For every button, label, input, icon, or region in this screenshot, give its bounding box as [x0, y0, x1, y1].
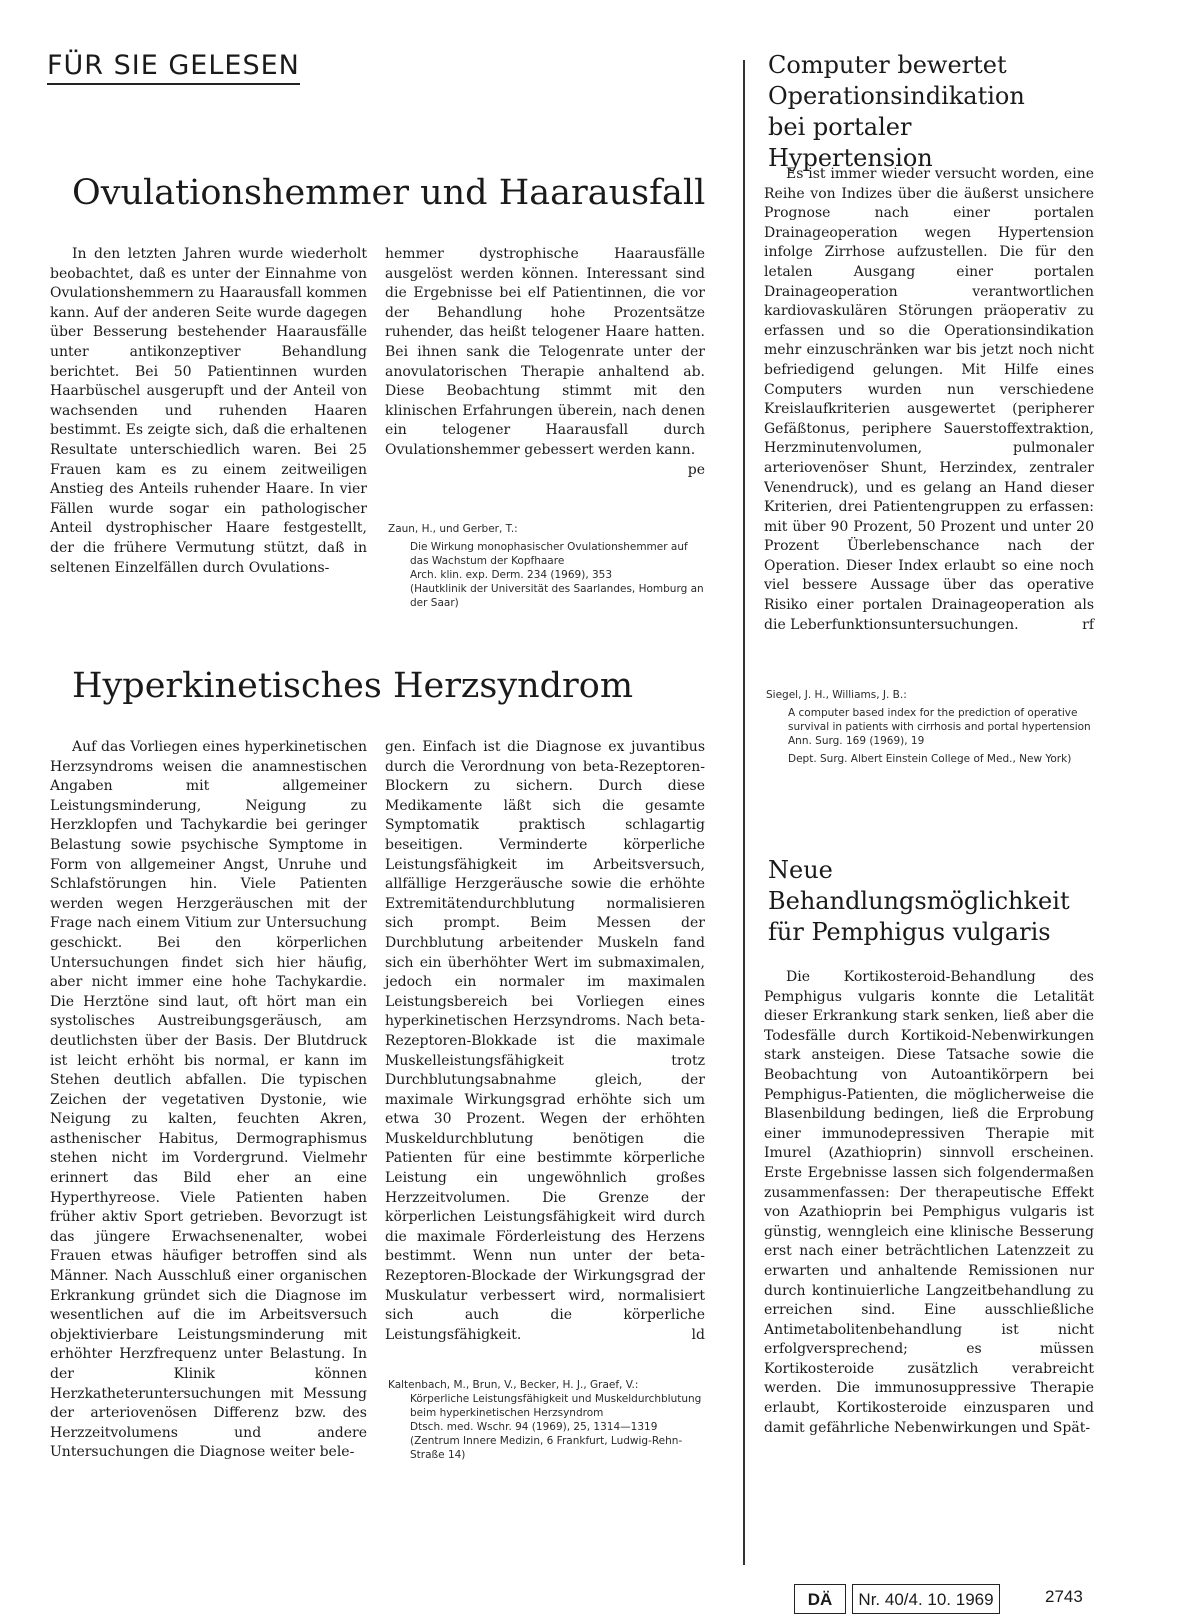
ref-affiliation: Dept. Surg. Albert Einstein College of Med., New York) [788, 753, 1072, 765]
article-title-hyperkinetic: Hyperkinetisches Herzsyndrom [72, 666, 634, 706]
author-initials: pe [687, 461, 705, 478]
article-title-computer: Computer bewertet Operationsindikation bei portaler Hypertension [768, 51, 1025, 172]
column-divider [743, 60, 745, 1565]
journal-logo: DÄ [794, 1584, 846, 1614]
ref-journal: Dtsch. med. Wschr. 94 (1969), 25, 1314—1319 [410, 1421, 658, 1433]
paragraph-text: Es ist immer wieder versucht worden, eine Reihe von Indizes über die äußerst unsichere Prognose nach einer portalen Drainageoperation wegen Hypertension infolge Zirrhose aufzustellen. Die für den letalen Ausgang einer portalen Drainageoperation verantwortlichen kardiovaskulären Störungen präoperativ zu erfassen und so die Operationsindikation mehr einzuschränken war bis jetzt noch nicht befriedigend gelungen. Mit Hilfe eines Computers wurden nun verschiedene Kreislaufkriterien ausgewertet (peripherer Gefäßtonus, periphere Sauerstoffextraktion, Herzminutenvolumen, pulmonaler arteriovenöser Shunt, Herzindex, zentraler Venendruck), und es gelang an Hand dieser Kriterien, drei Patientengruppen zu erfassen: mit über 90 Prozent, 50 Prozent und unter 20 Prozent Überlebenschance nach der Operation. Dieser Index erlaubt so eine noch viel bessere Aussage über das operative Risiko einer portalen Drainageoperation als die Leberfunktionsuntersuchungen. [764, 166, 1094, 633]
ref-title: A computer based index for the prediction of operative survival in patients with cirrhosis and portal hypertension [788, 707, 1091, 733]
ref-journal: Arch. klin. exp. Derm. 234 (1969), 353 [410, 569, 613, 581]
article-hyperkinetic-col1 [50, 738, 367, 1463]
section-label: FÜR SIE GELESEN [47, 50, 300, 85]
ref-affiliation: (Zentrum Innere Medizin, 6 Frankfurt, Ludwig-Rehn-Straße 14) [410, 1435, 683, 1461]
ref-authors: Zaun, H., und Gerber, T.: [388, 523, 518, 535]
ref-journal: Ann. Surg. 169 (1969), 19 [788, 735, 925, 747]
ref-affiliation: (Hautklinik der Universität des Saarlandes, Homburg an der Saar) [410, 583, 704, 609]
paragraph: Die Kortikosteroid-Behandlung des Pemphigus vulgaris konnte die Letalität dieser Erkrankung stark senken, ließ aber die Todesfälle durch Kortikoid-Nebenwirkungen stark ansteigen. Diese Tatsache sowie die Beobachtung von Autoantikörpern bei Pemphigus-Patienten, die möglicherweise die Blasenbildung bedingen, ließ die Erprobung einer immunodepressiven Therapie mit Imurel (Azathioprin) sinnvoll erscheinen. Erste Ergebnisse lassen sich folgendermaßen zusammenfassen: Der therapeutische Effekt von Azathioprin bei Pemphigus vulgaris ist günstig, wenngleich eine klinische Besserung erst nach einer beträchtlichen Latenzzeit zu erwarten und anhaltende Remissionen nur durch kontinuierliche Langzeitbehandlung zu erreichen sind. Eine ausschließliche Antimetabolitenbehandlung ist nicht erfolgversprechend; es müssen Kortikosteroide zusätzlich verabreicht werden. Die immunosuppressive Therapie erlaubt, Kortikosteroide einzusparen und damit gefährliche Nebenwirkungen und Spät- [764, 969, 1094, 1436]
ref-title: Die Wirkung monophasischer Ovulationshemmer auf das Wachstum der Kopfhaare [410, 541, 688, 567]
ref-authors: Siegel, J. H., Williams, J. B.: [766, 689, 907, 701]
paragraph: Auf das Vorliegen eines hyperkinetischen Herzsyndroms weisen die anamnestischen Angaben mit allgemeiner Leistungsminderung, Neigung zu Herzklopfen und Tachykardie bei geringer Belastung sowie psychische Symptome in Form von allgemeiner Angst, Unruhe und Schlafstörungen hin. Viele Patienten werden wegen Herzgeräuschen mit der Frage nach einem Vitium zur Untersuchung geschickt. Bei den körperlichen Untersuchungen findet sich hier häufig, aber nicht immer eine hohe Tachykardie. Die Herztöne sind laut, oft hört man ein systolisches Austreibungsgeräusch, am deutlichsten über der Basis. Der Blutdruck ist leicht erhöht bis normal, er kann im Stehen deutlich abfallen. Die typischen Zeichen der vegetativen Dystonie, wie Neigung zu kalten, feuchten Akren, asthenischer Habitus, Dermographismus stehen nicht im Vordergrund. Vielmehr erinnert das Bild eher an eine Hyperthyreose. Viele Patienten haben früher aktiv Sport getrieben. Bevorzugt ist das jüngere Erwachsenenalter, wobei Frauen etwas häufiger betroffen sind als Männer. Nach Ausschluß einer organischen Erkrankung gründet sich die Diagnose im wesentlichen auf die im Arbeitsversuch objektivierbare Leistungsminderung mit erhöhter Herzfrequenz unter Belastung. In der Klinik können Herzkatheteruntersuchungen mit Messung der arteriovenösen Differenz bzw. des Herzzeitvolumens und andere Untersuchungen die Diagnose weiter bele- [50, 739, 367, 1461]
page-number: 2743 [1045, 1587, 1083, 1606]
article-ovulation-col2 [385, 245, 705, 480]
paragraph-text: gen. Einfach ist die Diagnose ex juvantibus durch die Verordnung von beta-Rezeptoren-Blockern zu sichern. Durch diese Medikamente läßt sich die gesamte Symptomatik praktisch schlagartig beseitigen. Verminderte körperliche Leistungsfähigkeit im Arbeitsversuch, allfällige Herzgeräusche sowie die erhöhte Extremitätendurchblutung normalisieren sich prompt. Beim Messen der Durchblutung arbeitender Muskeln fand sich ein überhöhter Wert im submaximalen, jedoch ein normaler im maximalen Leistungsbereich bei Vorliegen eines hyperkinetischen Herzsyndroms. Nach beta-Rezeptoren-Blokkade ist die maximale Muskelleistungsfähigkeit trotz Durchblutungsabnahme gleich, der maximale Wirkungsgrad erhöhte sich um etwa 30 Prozent. Wegen der erhöhten Muskeldurchblutung benötigen die Patienten für eine bestimmte körperliche Leistung ein ungewöhnlich großes Herzzeitvolumen. Die Grenze der körperlichen Leistungsfähigkeit wird durch die maximale Förderleistung des Herzens bestimmt. Wenn nun unter der beta-Rezeptoren-Blockade der Wirkungsgrad der Muskulatur verbessert wird, normalisiert sich auch die körperliche Leistungsfähigkeit. [385, 739, 705, 1343]
paragraph [764, 165, 1094, 635]
article-computer-body [764, 165, 1094, 635]
article-hyperkinetic-col2 [385, 738, 705, 1345]
reference-hyperkinetic [388, 1378, 706, 1462]
article-pemphigus-body [764, 968, 1094, 1438]
ref-title: Körperliche Leistungsfähigkeit und Muskeldurchblutung beim hyperkinetischen Herzsyndrom [410, 1393, 702, 1419]
article-ovulation-col1 [50, 245, 367, 578]
paragraph [385, 245, 705, 478]
reference-computer [766, 688, 1096, 766]
reference-ovulation [388, 522, 706, 610]
issue-date: Nr. 40/4. 10. 1969 [852, 1584, 1000, 1614]
ref-authors: Kaltenbach, M., Brun, V., Becker, H. J., Graef, V.: [388, 1379, 639, 1391]
paragraph [385, 738, 705, 1345]
article-title-ovulation: Ovulationshemmer und Haarausfall [72, 173, 706, 213]
author-initials: ld [691, 1326, 705, 1343]
author-initials: rf [1082, 616, 1094, 633]
article-title-pemphigus: Neue Behandlungsmöglichkeit für Pemphigus vulgaris [768, 856, 1070, 946]
paragraph: In den letzten Jahren wurde wiederholt beobachtet, daß es unter der Einnahme von Ovulationshemmern zu Haarausfall kommen kann. Auf der anderen Seite wurde dagegen über Besserung bestehender Haarausfälle unter antikonzeptiver Behandlung berichtet. Bei 50 Patientinnen wurden Haarbüschel ausgerupft und der Anteil von wachsenden und ruhenden Haaren bestimmt. Es zeigte sich, daß die erhaltenen Resultate unterschiedlich waren. Bei 25 Frauen kam es zu einem zeitweiligen Anstieg des Anteils ruhender Haare. In vier Fällen wurde sogar ein pathologischer Anteil dystrophischer Haare festgestellt, der die frühere Vermutung stützt, daß in seltenen Einzelfällen durch Ovulations- [50, 246, 367, 576]
paragraph-text: hemmer dystrophische Haarausfälle ausgelöst werden können. Interessant sind die Ergebnisse bei elf Patientinnen, die vor der Behandlung hohe Prozentsätze ruhender, das heißt telogener Haare hatten. Bei ihnen sank die Telogenrate unter der anovulatorischen Therapie anhaltend ab. Diese Beobachtung stimmt mit den klinischen Erfahrungen überein, nach denen ein telogener Haarausfall durch Ovulationshemmer gebessert werden kann. [385, 246, 705, 458]
